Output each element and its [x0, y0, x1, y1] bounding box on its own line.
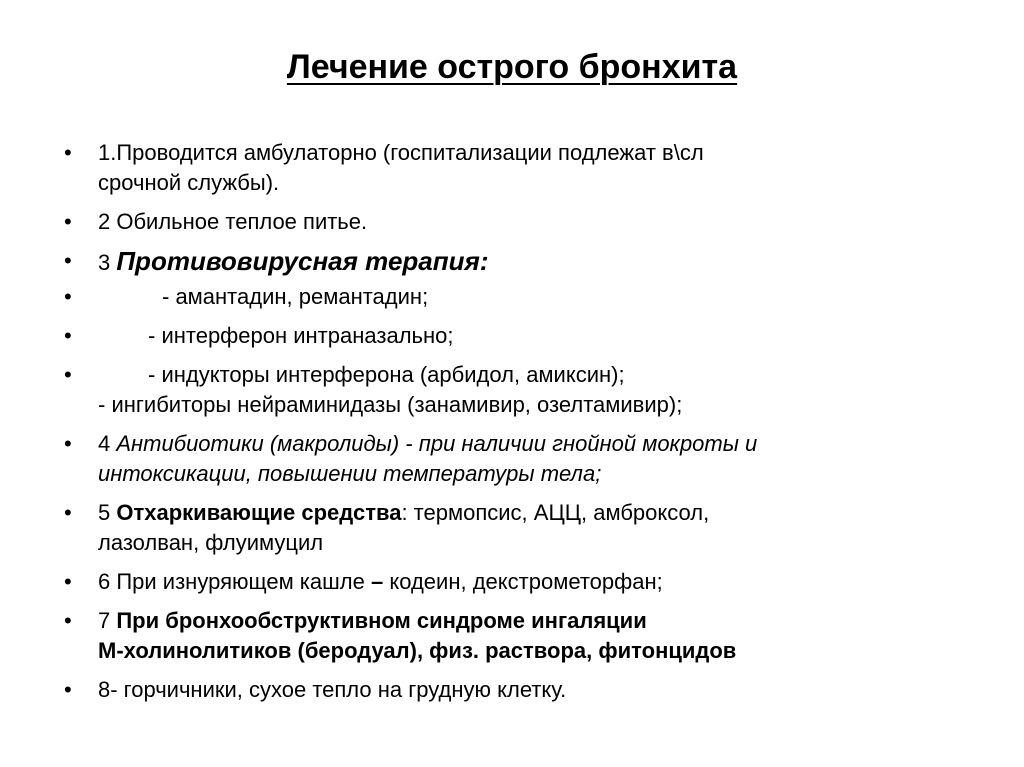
- bullet-dot: •: [64, 248, 72, 273]
- item-number: 4: [98, 431, 117, 456]
- item-number: 5: [98, 500, 117, 525]
- item-text: 2 Обильное теплое питье.: [98, 209, 368, 234]
- list-item: [64, 429, 984, 489]
- list-item: [64, 606, 984, 666]
- item-text: - индукторы интерферона (арбидол, амиксин);: [148, 362, 625, 387]
- bullet-dot: •: [64, 362, 72, 387]
- list-item: [64, 282, 984, 312]
- item-text-continued: - ингибиторы нейраминидазы (занамивир, озелтамивир);: [98, 392, 683, 417]
- item-bold-text: При бронхообструктивном синдроме ингаляции: [116, 608, 647, 633]
- bullet-dot: •: [64, 284, 72, 309]
- item-emphasis: Противовирусная терапия:: [116, 246, 489, 276]
- bullet-dot: •: [64, 569, 72, 594]
- item-number: 3: [98, 250, 117, 275]
- item-bold-text: Отхаркивающие средства: [116, 500, 402, 525]
- list-item: [64, 498, 984, 558]
- bullet-dot: •: [64, 140, 72, 165]
- bullet-dot: •: [64, 500, 72, 525]
- list-item: [64, 246, 984, 278]
- item-text: 6 При изнуряющем кашле: [98, 569, 371, 594]
- bullet-list: [64, 138, 984, 714]
- list-item: [64, 675, 984, 705]
- item-dash: –: [370, 569, 384, 594]
- list-item: [64, 360, 984, 420]
- list-item: [64, 567, 984, 597]
- list-item: [64, 138, 984, 198]
- bullet-dot: •: [64, 209, 72, 234]
- list-item: [64, 321, 984, 351]
- bullet-dot: •: [64, 608, 72, 633]
- item-text: 1.Проводится амбулаторно (госпитализации подлежат в\сл: [98, 140, 704, 165]
- item-text-continued: срочной службы).: [98, 170, 280, 195]
- item-bold-text-continued: М-холинолитиков (беродуал), физ. раствора, фитонцидов: [98, 638, 737, 663]
- bullet-dot: •: [64, 323, 72, 348]
- item-text-after: кодеин, декстрометорфан;: [383, 569, 663, 594]
- bullet-dot: •: [64, 431, 72, 456]
- bullet-dot: •: [64, 677, 72, 702]
- item-text: - амантадин, ремантадин;: [162, 284, 429, 309]
- item-text-continued: лазолван, флуимуцил: [98, 530, 324, 555]
- item-text: : термопсис, АЦЦ, амброксол,: [401, 500, 710, 525]
- item-text-continued: интоксикации, повышении температуры тела;: [98, 461, 602, 486]
- item-text: Антибиотики (макролиды) - при наличии гнойной мокроты и: [116, 431, 758, 456]
- item-text: 8- горчичники, сухое тепло на грудную клетку.: [98, 677, 567, 702]
- page-title: Лечение острого бронхита: [286, 48, 738, 86]
- item-text: - интерферон интраназально;: [148, 323, 454, 348]
- list-item: [64, 207, 984, 237]
- item-number: 7: [98, 608, 117, 633]
